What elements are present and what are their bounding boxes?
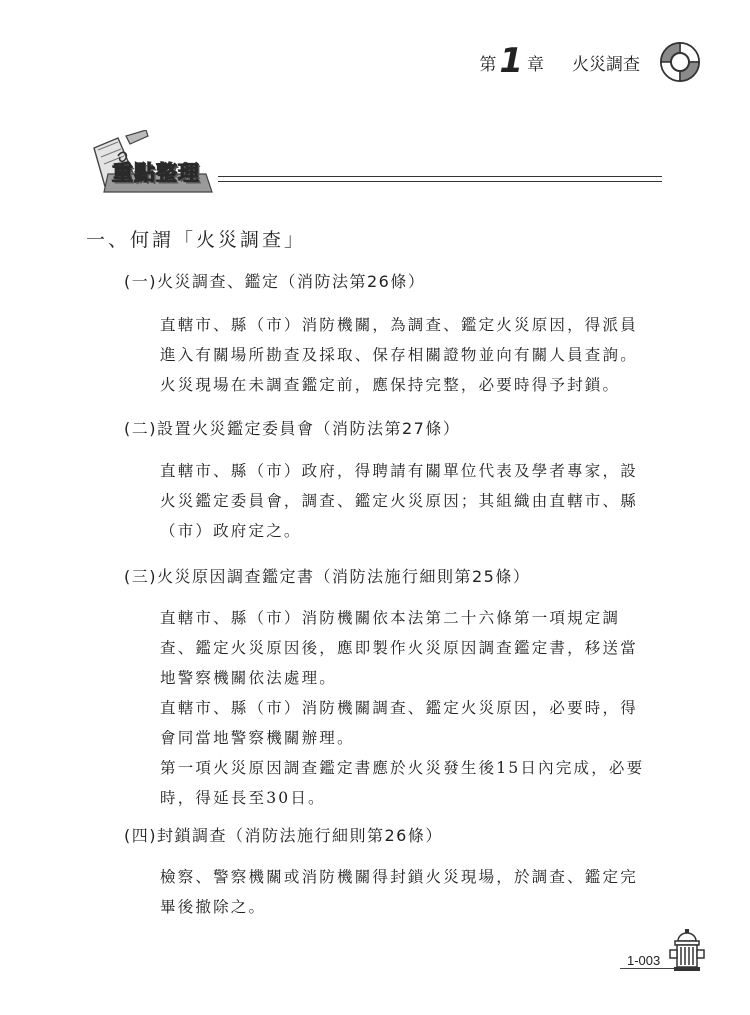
running-header <box>479 41 640 81</box>
header-rule <box>218 181 662 182</box>
paragraph-line: 進入有關場所勘查及採取、保存相關證物並向有關人員查詢。 <box>160 346 638 364</box>
paragraph-line: 地警察機關依法處理。 <box>160 669 338 687</box>
paragraph-line: 會同當地警察機關辦理。 <box>160 729 355 747</box>
chapter-title: 火災調查 <box>572 55 640 75</box>
paragraph-line: 直轄市、縣（市）消防機關調查、鑑定火災原因，必要時，得 <box>160 699 638 717</box>
paragraph-line: 時，得延長至30日。 <box>160 789 326 807</box>
paragraph-line: 火災現場在未調查鑑定前，應保持完整，必要時得予封鎖。 <box>160 376 621 394</box>
subsection-heading: (三)火災原因調查鑑定書（消防法施行細則第25條） <box>124 567 531 586</box>
key-points-badge-label: 重點整理 <box>112 161 200 185</box>
subsection-paragraph <box>160 862 660 922</box>
paragraph-line: 直轄市、縣（市）消防機關依本法第二十六條第一項規定調 <box>160 609 621 627</box>
header-rule <box>218 176 662 177</box>
paragraph-line: 查、鑑定火災原因後，應即製作火災原因調查鑑定書，移送當 <box>160 639 638 657</box>
subsection-heading: (二)設置火災鑑定委員會（消防法第27條） <box>124 419 461 438</box>
subsection-heading: (四)封鎖調查（消防法施行細則第26條） <box>124 826 443 845</box>
paragraph-line: 檢察、警察機關或消防機關得封鎖火災現場，於調查、鑑定完 <box>160 868 638 886</box>
subsection-paragraph <box>160 310 660 400</box>
subsection-heading: (一)火災調查、鑑定（消防法第26條） <box>124 272 426 291</box>
paragraph-line: 直轄市、縣（市）消防機關，為調查、鑑定火災原因，得派員 <box>160 316 638 334</box>
subsection-paragraph <box>160 603 660 813</box>
fire-hydrant-icon <box>666 927 708 973</box>
subsection-paragraph <box>160 456 660 546</box>
paragraph-line: 第一項火災原因調查鑑定書應於火災發生後15日內完成，必要 <box>160 759 645 777</box>
chapter-number: 1 <box>499 41 523 81</box>
section-title: 一、何謂「火災調查」 <box>86 229 307 251</box>
paragraph-line: 火災鑑定委員會，調查、鑑定火災原因；其組織由直轄市、縣 <box>160 492 638 510</box>
paragraph-line: 直轄市、縣（市）政府，得聘請有關單位代表及學者專家，設 <box>160 462 638 480</box>
page-number: 1-003 <box>627 953 661 968</box>
paragraph-line: （市）政府定之。 <box>160 522 302 540</box>
lifebuoy-icon <box>658 40 702 84</box>
chapter-prefix: 第 <box>479 55 497 75</box>
paragraph-line: 畢後撤除之。 <box>160 898 267 916</box>
chapter-suffix: 章 <box>527 55 544 75</box>
